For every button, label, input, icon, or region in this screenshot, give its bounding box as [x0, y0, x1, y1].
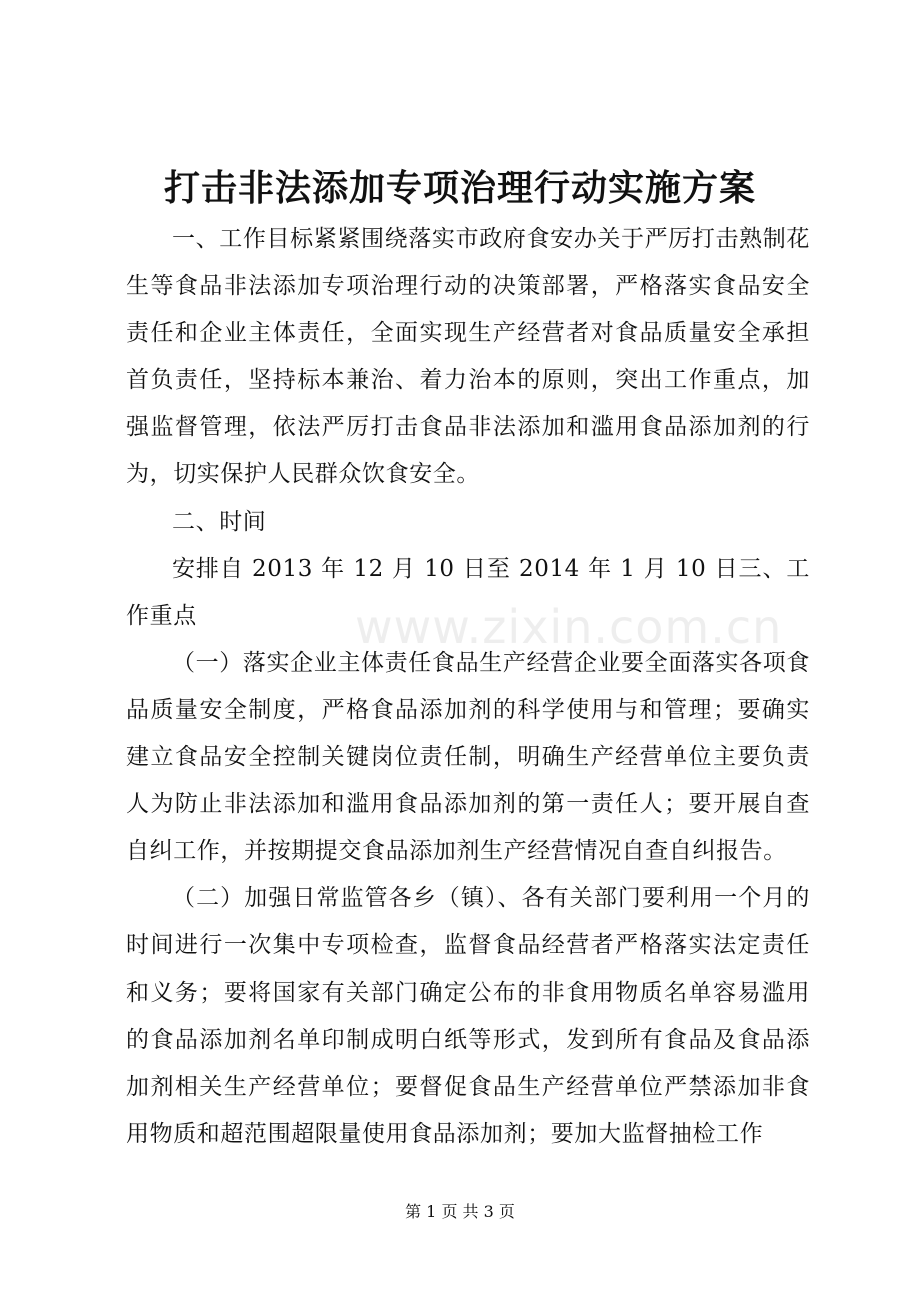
document-body — [126, 216, 810, 1158]
document-title: 打击非法添加专项治理行动实施方案 — [163, 167, 756, 209]
paragraph-schedule: 安排自 2013 年 12 月 10 日至 2014 年 1 月 10 日三、工作重点 — [126, 555, 810, 629]
paragraph-time-heading: 二、时间 — [172, 508, 267, 535]
paragraph-work-goal: 一、工作目标紧紧围绕落实市政府食安办关于严厉打击熟制花生等食品非法添加专项治理行动的决策部署，严格落实食品安全责任和企业主体责任，全面实现生产经营者对食品质量安全承担首负责任，坚持标本兼治、着力治本的原则，突出工作重点，加强监督管理，依法严厉打击食品非法添加和滥用食品添加剂的行为，切实保护人民群众饮食安全。 — [126, 226, 810, 488]
page-footer: 第 1 页 共 3 页 — [405, 1202, 515, 1221]
paragraph-enterprise-responsibility: （一）落实企业主体责任食品生产经营企业要全面落实各项食品质量安全制度，严格食品添加剂的科学使用与和管理；要确实建立食品安全控制关键岗位责任制，明确生产经营单位主要负责人为防止非法添加和滥用食品添加剂的第一责任人；要开展自查自纠工作，并按期提交食品添加剂生产经营情况自查自纠报告。 — [126, 649, 810, 865]
watermark-text: www.zixin.com.cn — [355, 600, 783, 654]
paragraph-daily-supervision: （二）加强日常监管各乡（镇）、各有关部门要利用一个月的时间进行一次集中专项检查，监督食品经营者严格落实法定责任和义务；要将国家有关部门确定公布的非食用物质名单容易滥用的食品添加剂名单印制成明白纸等形式，发到所有食品及食品添加剂相关生产经营单位；要督促食品生产经营单位严禁添加非食用物质和超范围超限量使用食品添加剂；要加大监督抽检工作 — [126, 885, 810, 1147]
